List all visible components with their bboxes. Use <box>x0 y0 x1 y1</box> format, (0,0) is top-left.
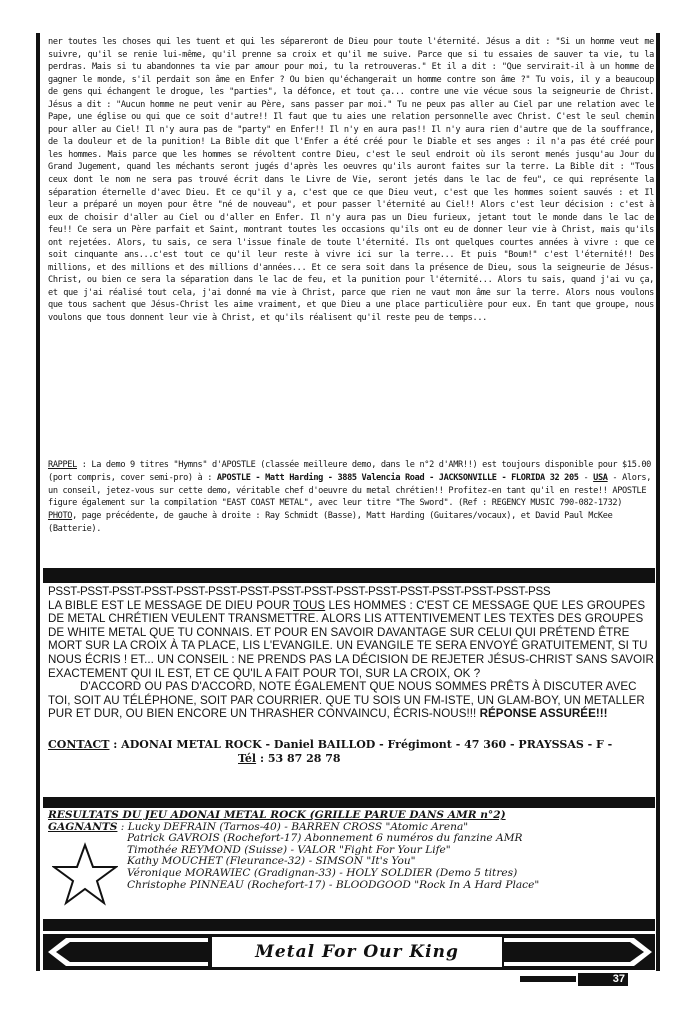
winners-label: GAGNANTS <box>48 820 118 833</box>
chevron-right-icon <box>502 936 652 968</box>
winner-entry: Timothée REYMOND (Suisse) - VALOR "Fight For Your Life" <box>127 843 451 856</box>
photo-caption: , page précédente, de gauche à droite : Ray Schmidt (Basse), Matt Harding (Guitares/vocaux), et David Paul McKee (Batterie). <box>48 511 613 534</box>
contact-label: CONTACT <box>48 738 110 751</box>
rappel-label: RAPPEL <box>48 460 77 470</box>
winner-entry: Véronique MORAWIEC (Gradignan-33) - HOLY SOLDIER (Demo 5 titres) <box>127 866 518 879</box>
rappel-text: : La demo 9 titres "Hymns" d'APOSTLE (classée meilleure demo, dans le n°2 d'AMR!!) est toujours disponible pour $15.00 (port compris, cover semi-pro) à : <box>48 460 651 483</box>
contact-block <box>48 738 654 766</box>
page-number-rule <box>520 976 576 982</box>
tel-label: Tél <box>238 752 257 765</box>
article-body <box>48 36 654 325</box>
results-block <box>48 810 654 891</box>
apostle-address: APOSTLE - Matt Harding - 3885 Valencia Road - JACKSONVILLE - FLORIDA 32 205 <box>216 472 579 483</box>
chevron-left-icon <box>48 936 208 968</box>
tel-number: : 53 87 28 78 <box>256 752 341 765</box>
banner-title: Metal For Our King <box>210 937 504 967</box>
divider-bar <box>43 797 655 808</box>
reminder-block: RAPPEL : La demo 9 titres "Hymns" d'APOSTLE (classée meilleure demo, dans le n°2 d'AMR!!) est toujours disponible pour $15.00 (port compris, cover semi-pro) à : APOSTLE - Matt Harding - 3885 Valencia Road - JACKSONVILLE - FLORIDA 32 205 - USA - Alors, un conseil, jetez-vous sur cette demo, véritable chef d'oeuvre du metal chrétien!! Profitez-en tant qu'il en reste!! APOSTLE figure également sur la compilation "EAST COAST METAL", avec leur titre "The Sword". (Ref : REGENCY MUSIC 790-082-1732) PHOTO, page précédente, de gauche à droite : Ray Schmidt (Basse), Matt Harding (Guitares/vocaux), et David Paul McKee (Batterie). <box>48 460 652 534</box>
star-outline-icon <box>52 842 118 906</box>
divider-bar <box>43 568 655 583</box>
photo-label: PHOTO <box>48 511 73 522</box>
winner-entry: : Lucky DEFRAIN (Tarnos-40) - BARREN CROSS "Atomic Arena" <box>117 820 469 833</box>
winner-entry: Kathy MOUCHET (Fleurance-32) - SIMSON "It's You" <box>127 855 416 868</box>
contact-address: : ADONAI METAL ROCK - Daniel BAILLOD - Frégimont - 47 360 - PRAYSSAS - F - <box>109 738 613 751</box>
rappel-text-2: - Alors, un conseil, jetez-vous sur cette demo, véritable chef d'oeuvre du metal chrétien!! Profitez-en tant qu'il en reste!! APOSTLE figure également sur la compilation "EAST COAST METAL", avec leur titre "The Sword". (Ref : REGENCY MUSIC 790-082-1732) <box>48 472 652 509</box>
psst-paragraph-1: LA BIBLE EST LE MESSAGE DE DIEU POUR TOUS LES HOMMES : C'EST CE MESSAGE QUE LES GROUPES DE METAL CHRÉTIEN VEULENT TRANSMETTRE. ALORS LIS ATTENTIVEMENT LES TEXTES DES GROUPES DE WHITE METAL QUE TU CONNAIS. ET POUR EN SAVOIR DAVANTAGE SUR CELUI QUI PRÉTEND ÊTRE MORT SUR LA CROIX À TA PLACE, LIS L'EVANGILE. UN EVANGILE TE SERA ENVOYÉ GRATUITEMENT, SI TU NOUS ÉCRIS ! ET... UN CONSEIL : NE PRENDS PAS LA DÉCISION DE REJETER JÉSUS-CHRIST SANS SAVOIR EXACTEMENT QUI IL EST, ET CE QU'IL A FAIT POUR TOI, SUR LA CROIX, OK ? <box>48 598 654 680</box>
divider-bar <box>43 919 655 931</box>
psst-paragraph-2: D'ACCORD OU PAS D'ACCORD, NOTE ÉGALEMENT QUE NOUS SOMMES PRÊTS À DISCUTER AVEC TOI, SOIT AU TÉLÉPHONE, SOIT PAR COURRIER. QUE TU SOIS UN FM-ISTE, UN GLAM-BOY, UN METALLER PUR ET DUR, OU BIEN ENCORE UN THRASHER CONVAINCU, ÉCRIS-NOUS!!! RÉPONSE ASSURÉE!!! <box>48 680 645 721</box>
winner-entry: Christophe PINNEAU (Rochefort-17) - BLOODGOOD "Rock In A Hard Place" <box>127 878 540 891</box>
winner-entry: Patrick GAVROIS (Rochefort-17) Abonnement 6 numéros du fanzine AMR <box>127 832 523 845</box>
usa-label: USA <box>593 472 608 483</box>
results-title: RESULTATS DU JEU ADONAI METAL ROCK (GRILLE PARUE DANS AMR n°2) <box>48 809 506 821</box>
article-paragraph: ner toutes les choses qui les tuent et qui les sépareront de Dieu pour toute l'éternité. Jésus a dit : "Si un homme veut me suivre, qu'il se renie lui-même, qu'il prenne sa croix et qu'il me suive. Parce que si tu essaies de sauver ta vie, tu la perdras. Mais si tu abandonnes ta vie par amour pour moi, tu la retrouveras." Et il a dit : "Que servirait-il à un homme de gagner le monde, s'il perdait son âme en Enfer ? Ou bien qu'échangerait un homme contre son âme ?" Tu vois, il y a beaucoup de gens qui échangent le drogue, les "parties", la défonce, et tout ça... contre une vie vécue sous la seigneurie de Christ. Jésus a dit : "Aucun homme ne peut venir au Père, sans passer par moi." Tu ne peux pas aller au Ciel par une relation avec le Pape, une église ou qui que ce soit d'autre!! Il faut que tu aies une relation personnelle avec Christ. C'est le seul chemin pour aller au Ciel! Il n'y aura pas de "party" en Enfer!! Il n'y en aura pas!! Il n'y aura rien d'autre que de la souffrance, de la douleur et de la punition! La Bible dit que l'Enfer a été créé pour le Diable et ses anges : il n'a pas été créé pour les hommes. Mais parce que les hommes se révoltent contre Dieu, c'est le seul endroit où ils seront menés jusqu'au Jour du Grand Jugement, quand les méchants seront jugés d'après les oeuvres qu'ils auront faites sur la terre. La Bible dit : "Tous ceux dont le nom ne sera pas trouvé écrit dans le Livre de Vie, seront jetés dans le lac de feu", ce qui représente la séparation éternelle d'avec Dieu. Et ce qu'il y a, c'est que ce que Dieu veut, c'est que les hommes soient sauvés : et Il leur a préparé un moyen pour être "né de nouveau", et pour passer l'éternité au Ciel!! Alors c'est leur décision : c'est à eux de choisir d'aller au Ciel ou d'aller en Enfer. Il n'y aura pas un Dieu furieux, jetant tout le monde dans le lac de feu!! Ce sera un Père parfait et Saint, montrant toutes les occasions qu'ils ont eu de donner leur vie à Christ, mais qu'ils ont rejetées. Alors, tu sais, ce sera l'issue finale de toute l'éternité. Ils ont quelques courtes années à vivre : que ce soit cinquante ans...c'est tout ce qu'il leur reste à vivre ici sur la terre... Et puis "Boum!" c'est l'éternité!! Des millions, et des millions et des millions d'années... Et ce sera soit dans la présence de Dieu, sous la seigneurie de Jésus-Christ, ou bien ce sera la séparation dans le lac de feu, et la punition pour l'éternité... Alors tu sais, quand j'ai vu ça, et que j'ai réalisé tout cela, j'ai donné ma vie à Christ, parce que rien ne vaut mon âme sur la terre. Alors nous voulons que tous sachent que Jésus-Christ les aime vraiment, et que Dieu a une place particulière pour eux. En tant que groupe, nous voulons que tous donnent leur vie à Christ, et qu'ils réalisent qu'il reste peu de temps... <box>48 37 654 324</box>
psst-header: PSST-PSST-PSST-PSST-PSST-PSST-PSST-PSST-PSST-PSST-PSST-PSST-PSST-PSST-PSST-PSS <box>48 585 551 598</box>
page-number: 37 <box>578 973 628 986</box>
psst-block <box>48 585 654 721</box>
